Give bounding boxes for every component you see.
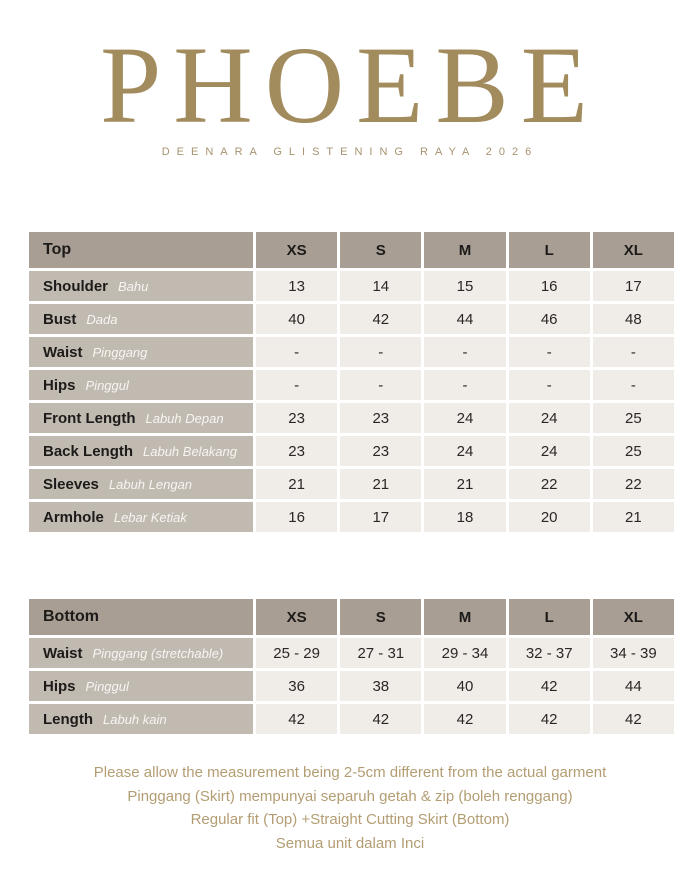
size-table-top [29,232,674,532]
measurement-name: Bust [43,310,77,328]
measurement-value-cell: 17 [593,271,674,301]
measurement-value-cell: 17 [340,502,421,532]
brand-title: PHOEBE [100,24,600,146]
measurement-value-cell: 34 - 39 [593,638,674,668]
size-column-header: S [340,599,421,635]
brand-header [0,24,700,158]
measurement-value-cell: - [256,370,337,400]
measurement-translation: Labuh Depan [145,410,224,426]
size-column-header: XL [593,599,674,635]
measurement-value-cell: 32 - 37 [509,638,590,668]
measurement-value-cell: 27 - 31 [340,638,421,668]
measurement-label-cell [29,704,253,734]
measurement-value-cell: 21 [256,469,337,499]
measurement-name: Shoulder [43,277,109,295]
measurement-value-cell: 23 [256,403,337,433]
measurement-translation: Dada [86,311,118,327]
measurement-value-cell: 44 [593,671,674,701]
note-line: Pinggang (Skirt) mempunyai separuh getah & zip (boleh renggang) [127,787,573,805]
measurement-value-cell: 25 - 29 [256,638,337,668]
measurement-value-cell: 42 [593,704,674,734]
measurement-value-cell: - [509,370,590,400]
measurement-name: Length [43,710,93,728]
measurement-value-cell: 40 [424,671,505,701]
size-table-bottom [29,599,674,734]
measurement-label-cell [29,337,253,367]
size-column-header: XL [593,232,674,268]
measurement-label-cell [29,502,253,532]
measurement-value-cell: - [424,370,505,400]
measurement-name: Armhole [43,508,104,526]
measurement-name: Hips [43,376,76,394]
measurement-translation: Labuh Lengan [108,476,193,492]
measurement-value-cell: 21 [340,469,421,499]
measurement-translation: Pinggang (stretchable) [92,645,224,661]
measurement-value-cell: 16 [256,502,337,532]
measurement-name: Hips [43,677,76,695]
measurement-value-cell: 42 [509,704,590,734]
measurement-value-cell: 22 [509,469,590,499]
measurement-value-cell: 40 [256,304,337,334]
size-column-header: XS [256,232,337,268]
measurement-value-cell: 21 [593,502,674,532]
measurement-notes [0,761,700,855]
measurement-value-cell: 18 [424,502,505,532]
measurement-value-cell: 46 [509,304,590,334]
size-column-header: L [509,599,590,635]
size-column-header: S [340,232,421,268]
table-title-cell: Bottom [29,599,253,635]
measurement-translation: Pinggul [85,678,129,694]
measurement-value-cell: - [509,337,590,367]
measurement-translation: Labuh Belakang [143,443,237,459]
measurement-value-cell: 42 [509,671,590,701]
measurement-value-cell: 24 [424,436,505,466]
measurement-value-cell: 24 [509,436,590,466]
measurement-value-cell: 23 [340,403,421,433]
measurement-value-cell: 42 [340,704,421,734]
measurement-value-cell: 36 [256,671,337,701]
measurement-name: Front Length [43,409,136,427]
measurement-value-cell: - [340,370,421,400]
measurement-value-cell: 44 [424,304,505,334]
measurement-value-cell: 25 [593,403,674,433]
measurement-translation: Labuh kain [103,711,167,727]
measurement-value-cell: - [593,370,674,400]
measurement-value-cell: 21 [424,469,505,499]
note-line: Regular fit (Top) +Straight Cutting Skirt (Bottom) [190,811,510,828]
measurement-label-cell [29,671,253,701]
measurement-value-cell: 13 [256,271,337,301]
size-column-header: L [509,232,590,268]
measurement-value-cell: 42 [424,704,505,734]
measurement-label-cell [29,304,253,334]
measurement-label-cell [29,370,253,400]
measurement-value-cell: 15 [424,271,505,301]
measurement-value-cell: 20 [509,502,590,532]
measurement-value-cell: 24 [509,403,590,433]
measurement-value-cell: - [340,337,421,367]
measurement-label-cell [29,436,253,466]
measurement-translation: Bahu [118,278,149,294]
note-line: Please allow the measurement being 2-5cm different from the actual garment [93,764,607,781]
measurement-value-cell: - [424,337,505,367]
measurement-value-cell: 16 [509,271,590,301]
measurement-value-cell: 29 - 34 [424,638,505,668]
measurement-value-cell: 23 [256,436,337,466]
measurement-name: Waist [43,644,83,662]
measurement-value-cell: 22 [593,469,674,499]
measurement-translation: Pinggul [85,377,129,393]
size-column-header: M [424,599,505,635]
size-column-header: M [424,232,505,268]
size-column-header: XS [256,599,337,635]
measurement-value-cell: 48 [593,304,674,334]
measurement-value-cell: 14 [340,271,421,301]
measurement-label-cell [29,638,253,668]
measurement-value-cell: 23 [340,436,421,466]
note-line: Semua unit dalam Inci [275,834,425,852]
measurement-value-cell: 24 [424,403,505,433]
measurement-name: Sleeves [43,475,99,493]
measurement-label-cell [29,403,253,433]
measurement-translation: Pinggang [92,344,148,360]
measurement-name: Waist [43,343,83,361]
measurement-value-cell: 42 [256,704,337,734]
measurement-value-cell: - [256,337,337,367]
measurement-value-cell: 38 [340,671,421,701]
measurement-value-cell: 42 [340,304,421,334]
measurement-label-cell [29,271,253,301]
measurement-label-cell [29,469,253,499]
measurement-name: Back Length [43,442,134,460]
collection-subtitle: DEENARA GLISTENING RAYA 2026 [161,146,539,158]
measurement-value-cell: - [593,337,674,367]
measurement-translation: Lebar Ketiak [113,509,187,525]
table-title-cell: Top [29,232,253,268]
measurement-value-cell: 25 [593,436,674,466]
